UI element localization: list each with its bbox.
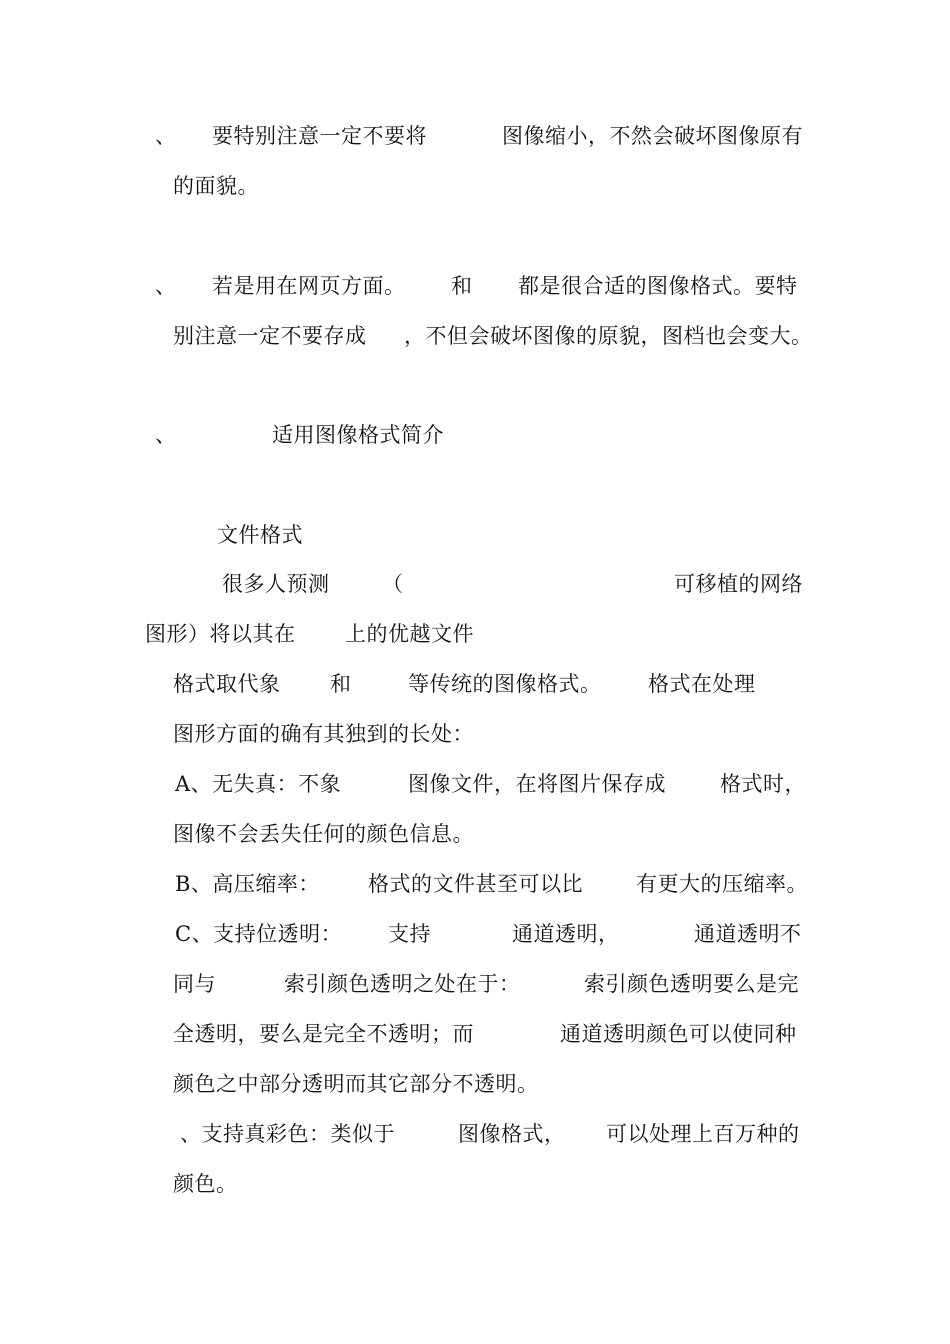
text-line: C、支持位透明： — [175, 922, 343, 946]
section-heading: 适用图像格式简介 — [272, 423, 444, 447]
text-line: 格式取代象 — [173, 672, 281, 696]
text-line: 别注意一定不要存成 — [173, 324, 367, 348]
text-line: 索引颜色透明要么是完 — [584, 972, 799, 996]
subsection-heading: 文件格式 — [217, 523, 303, 547]
text-line: 图像缩小，不然会破坏图像原有 — [502, 124, 803, 148]
text-line: （ — [382, 572, 404, 596]
text-line: 和 — [451, 274, 473, 298]
text-line: 格式的文件甚至可以比 — [368, 872, 583, 896]
text-line: 支持 — [388, 922, 431, 946]
text-line: 格式时， — [720, 772, 806, 796]
text-line: 和 — [330, 672, 352, 696]
text-line: 颜色之中部分透明而其它部分不透明。 — [173, 1072, 539, 1096]
text-line: 可以处理上百万种的 — [606, 1122, 800, 1146]
text-line: 图形）将以其在 — [145, 622, 296, 646]
text-line: 通道透明， — [512, 922, 620, 946]
text-line: 等传统的图像格式。 — [408, 672, 602, 696]
text-line: B、高压缩率： — [175, 872, 320, 896]
text-line: 若是用在网页方面。 — [212, 274, 406, 298]
text-line: 、支持真彩色：类似于 — [180, 1122, 395, 1146]
text-line: 全透明，要么是完全不透明；而 — [173, 1022, 474, 1046]
text-line: 的面貌。 — [173, 174, 259, 198]
text-line: 通道透明不 — [694, 922, 802, 946]
text-line: 图形方面的确有其独到的长处： — [173, 722, 474, 746]
text-line: 同与 — [173, 972, 216, 996]
text-line: ，不但会破坏图像的原貌，图档也会变大。 — [404, 324, 813, 348]
text-line: 上的优越文件 — [345, 622, 474, 646]
text-line: 图像不会丢失任何的颜色信息。 — [173, 822, 474, 846]
text-line: 图像文件，在将图片保存成 — [408, 772, 666, 796]
text-line: 有更大的压缩率。 — [636, 872, 808, 896]
text-line: 通道透明颜色可以使同种 — [560, 1022, 797, 1046]
text-line: 要特别注意一定不要将 — [212, 124, 427, 148]
list-marker: 、 — [155, 423, 177, 447]
text-line: 很多人预测 — [222, 572, 330, 596]
text-line: 颜色。 — [173, 1172, 238, 1196]
text-line: 索引颜色透明之处在于： — [284, 972, 521, 996]
text-line: 可移植的网络 — [674, 572, 803, 596]
text-line: 都是很合适的图像格式。要特 — [518, 274, 798, 298]
list-marker: 、 — [155, 124, 177, 148]
text-line: 格式在处理 — [648, 672, 756, 696]
text-line: 图像格式， — [458, 1122, 566, 1146]
list-marker: 、 — [155, 274, 177, 298]
text-line: A、无失真：不象 — [175, 772, 342, 796]
